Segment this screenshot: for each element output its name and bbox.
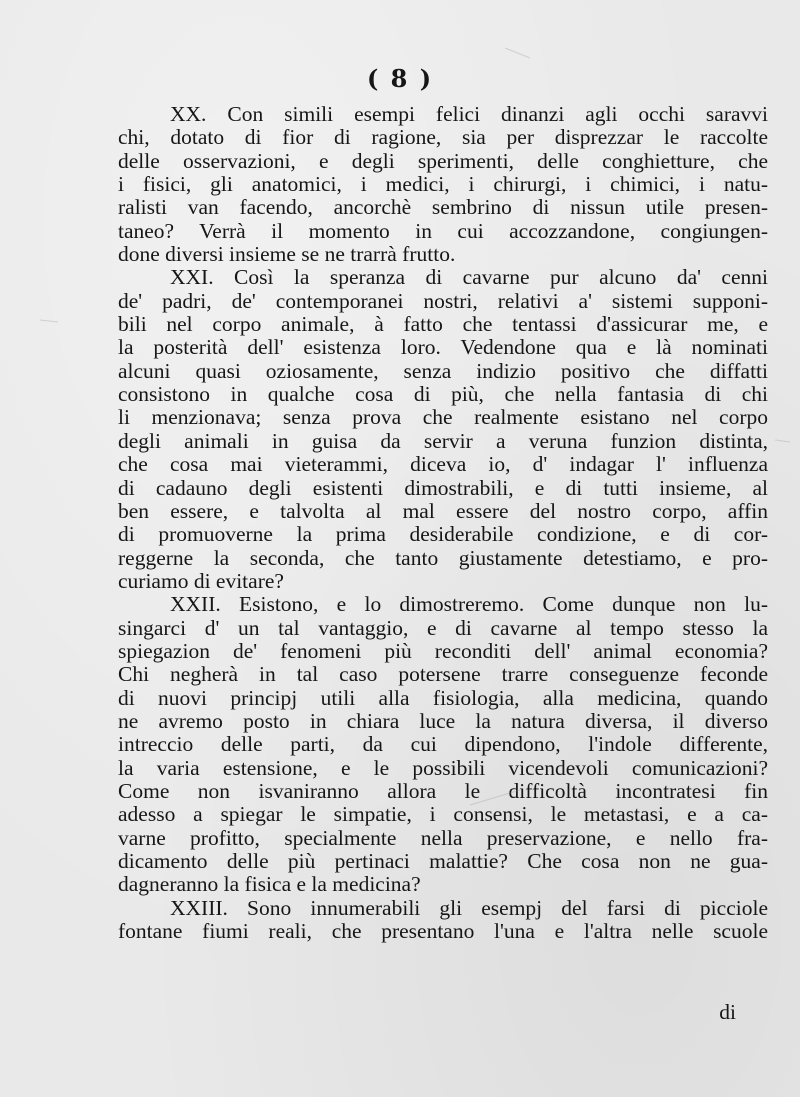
text-line: consistono in qualche cosa di più, che nella fantasia di chi [118,383,768,407]
text-line: chi, dotato di fior di ragione, sia per disprezzar le raccolte [118,126,768,150]
text-line: XXII. Esistono, e lo dimostreremo. Come dunque non lu- [170,593,768,617]
text-line: singarci d' un tal vantaggio, e di cavarne al tempo stesso la [118,616,768,640]
text-line: bili nel corpo animale, à fatto che tentassi d'assicurar me, e [118,313,768,337]
text-line: Chi negherà in tal caso potersene trarre conseguenze feconde [118,663,768,687]
body-text [118,103,768,943]
text-line: ben essere, e talvolta al mal essere del nostro corpo, affin [118,499,768,523]
text-line: adesso a spiegar le simpatie, i consensi, le metastasi, e a ca- [118,803,768,827]
text-line: ne avremo posto in chiara luce la natura diversa, il diverso [118,709,768,733]
text-line: intreccio delle parti, da cui dipendono, l'indole differente, [118,733,768,757]
text-line: dagneranno la fisica e la medicina? [118,873,421,897]
text-line: di nuovi principj utili alla fisiologia, alla medicina, quando [118,686,768,710]
text-line: fontane fiumi reali, che presentano l'una e l'altra nelle scuole [118,920,768,944]
text-line: la posterità dell' esistenza loro. Vedendone qua e là nominati [118,336,768,360]
text-line: degli animali in guisa da servir a veruna funzion distinta, [118,429,768,453]
text-line: delle osservazioni, e degli sperimenti, delle conghietture, che [118,149,768,173]
text-line: che cosa mai vieterammi, diceva io, d' indagar l' influenza [118,453,768,477]
text-line: curiamo di evitare? [118,569,284,593]
page-number: ( 8 ) [366,64,434,93]
text-line: alcuni quasi oziosamente, senza indizio positivo che diffatti [118,359,768,383]
text-line: di cadauno degli esistenti dimostrabili, e di tutti insieme, al [118,476,768,500]
text-line: de' padri, de' contemporanei nostri, relativi a' sistemi supponi- [118,289,768,313]
text-line: XX. Con simili esempi felici dinanzi agli occhi saravvi [170,103,768,126]
text-line: done diversi insieme se ne trarrà frutto. [118,243,456,267]
text-line: ralisti van facendo, ancorchè sembrino di nissun utile presen- [118,196,768,220]
text-line: spiegazion de' fenomeni più reconditi dell' animal economia? [118,639,768,663]
text-line: di promuoverne la prima desiderabile condizione, e di cor- [118,523,768,547]
text-line: Come non isvaniranno allora le difficoltà incontratesi fin [118,779,768,803]
text-line: i fisici, gli anatomici, i medici, i chirurgi, i chimici, i natu- [118,173,768,197]
text-line: reggerne la seconda, che tanto giustamente detestiamo, e pro- [118,546,768,570]
text-line: XXI. Così la speranza di cavarne pur alcuno da' cenni [170,266,768,290]
text-line: varne profitto, specialmente nella preservazione, e nello fra- [118,826,768,850]
text-line: la varia estensione, e le possibili vicendevoli comunicazioni? [118,756,768,780]
text-line: dicamento delle più pertinaci malattie? Che cosa non ne gua- [118,850,768,873]
catchword: di [719,1000,736,1024]
text-line: taneo? Verrà il momento in cui accozzandone, congiungen- [118,219,768,243]
text-line: XXIII. Sono innumerabili gli esempj del farsi di picciole [170,896,768,920]
text-line: li menzionava; senza prova che realmente esistano nel corpo [118,406,768,430]
